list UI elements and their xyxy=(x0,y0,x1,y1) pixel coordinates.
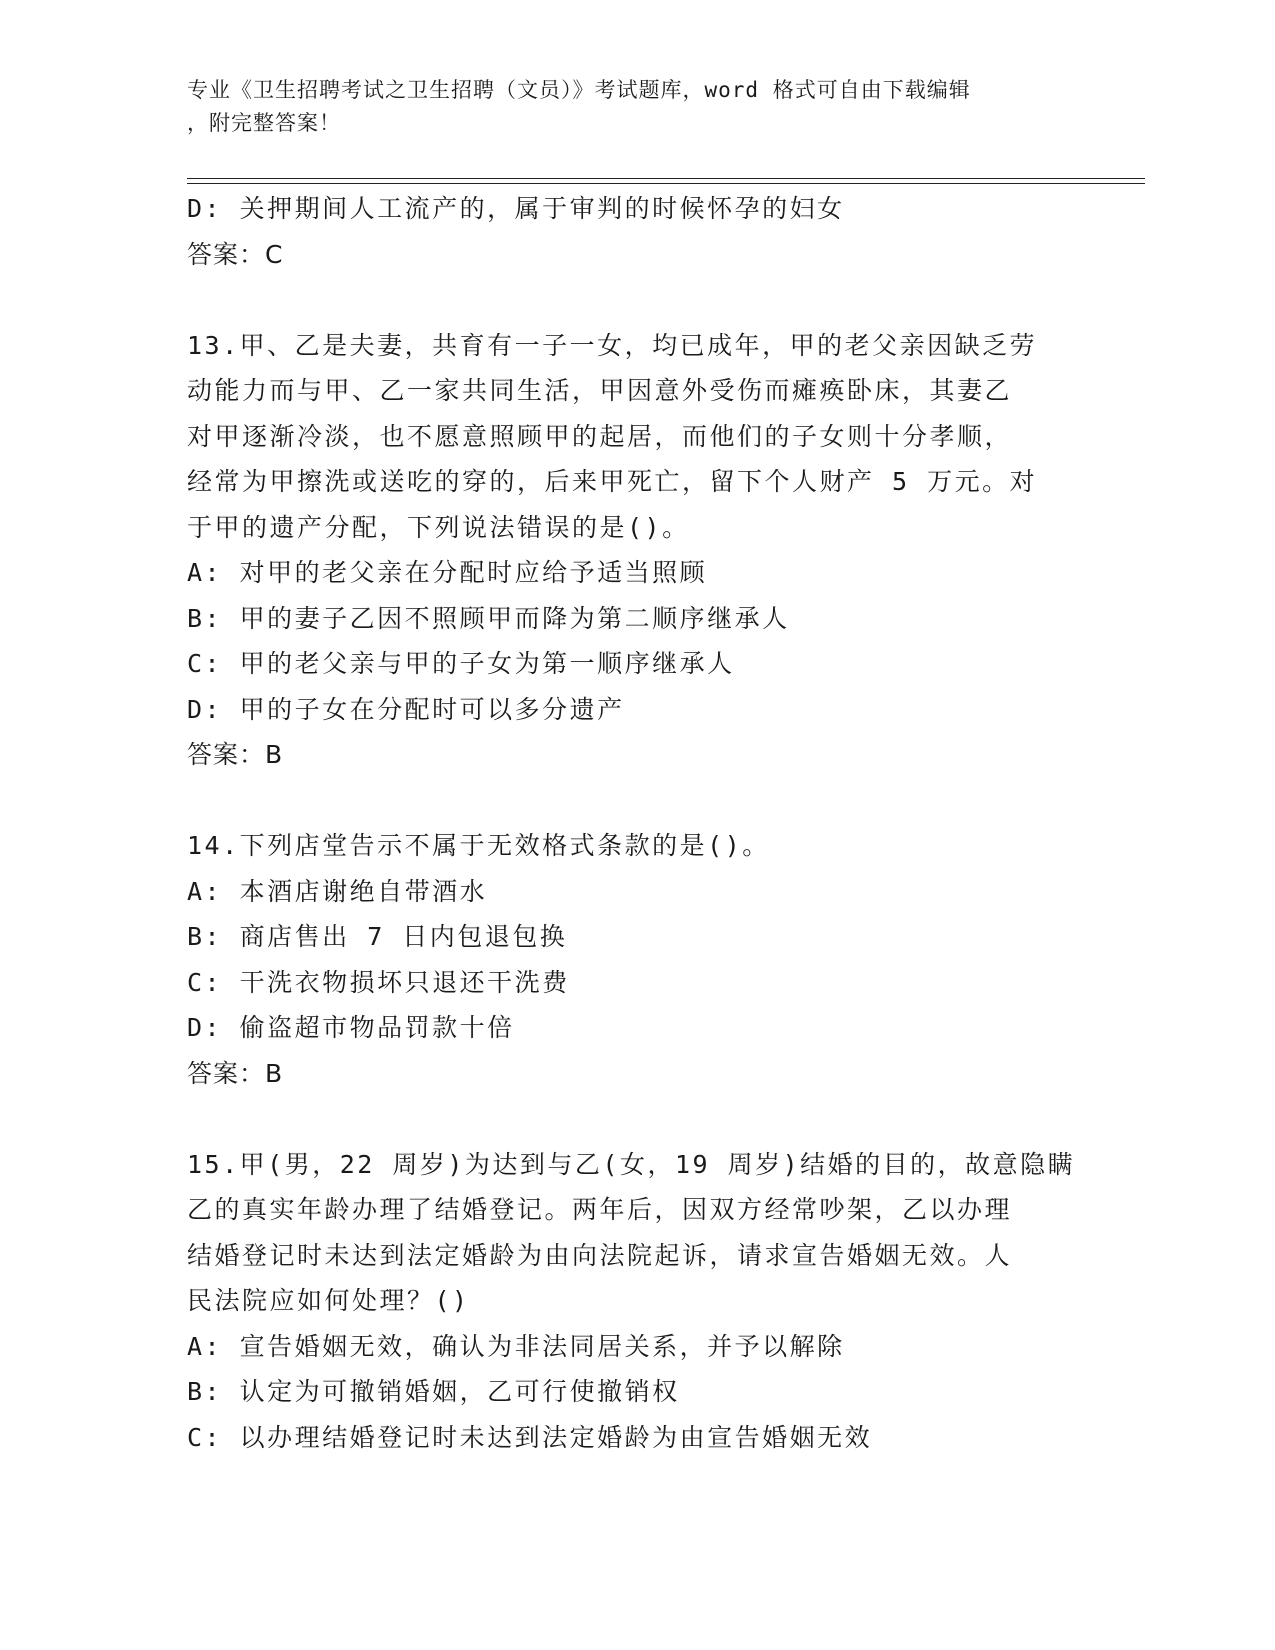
question-stem-line: 结婚登记时未达到法定婚龄为由向法院起诉，请求宣告婚姻无效。人 xyxy=(187,1240,1013,1270)
answer-label: 答案：B xyxy=(187,1058,284,1088)
question-stem-line: 13.甲、乙是夫妻，共育有一子一女，均已成年，甲的老父亲因缺乏劳 xyxy=(187,330,1038,360)
question-12-tail xyxy=(187,186,1087,277)
question-stem-line: 动能力而与甲、乙一家共同生活，甲因意外受伤而瘫痪卧床，其妻乙 xyxy=(187,376,1013,405)
option-d: D: 偷盗超市物品罚款十倍 xyxy=(187,1013,515,1042)
question-stem-line: 乙的真实年龄办理了结婚登记。两年后，因双方经常吵架，乙以办理 xyxy=(187,1195,1013,1224)
option-b: B: 商店售出 7 日内包退包换 xyxy=(187,922,568,951)
option-b: B: 认定为可撤销婚姻，乙可行使撤销权 xyxy=(187,1377,680,1406)
question-stem-line: 对甲逐渐冷淡，也不愿意照顾甲的起居，而他们的子女则十分孝顺， xyxy=(187,421,1013,451)
question-stem-line: 15.甲(男，22 周岁)为达到与乙(女，19 周岁)结婚的目的，故意隐瞒 xyxy=(187,1149,1076,1179)
spacer xyxy=(187,1096,1087,1142)
question-stem-line: 于甲的遗产分配，下列说法错误的是()。 xyxy=(187,512,690,542)
header-line-1: 专业《卫生招聘考试之卫生招聘（文员）》考试题库，word 格式可自由下载编辑 xyxy=(187,78,971,102)
answer-label: 答案：C xyxy=(187,239,284,269)
option-c: C: 以办理结婚登记时未达到法定婚龄为由宣告婚姻无效 xyxy=(187,1422,873,1452)
document-body xyxy=(187,186,1087,1460)
spacer xyxy=(187,277,1087,323)
question-stem-line: 民法院应如何处理？() xyxy=(187,1286,470,1315)
question-14 xyxy=(187,823,1087,1096)
header-divider-top xyxy=(187,178,1145,179)
spacer xyxy=(187,778,1087,824)
header-divider-bottom xyxy=(187,183,1145,184)
option-d: D: 甲的子女在分配时可以多分遗产 xyxy=(187,694,625,724)
option-c: C: 干洗衣物损坏只退还干洗费 xyxy=(187,967,570,997)
question-stem-line: 14.下列店堂告示不属于无效格式条款的是()。 xyxy=(187,831,770,860)
header-line-2: ，附完整答案！ xyxy=(187,111,341,135)
question-13 xyxy=(187,323,1087,778)
option-d: D: 关押期间人工流产的，属于审判的时候怀孕的妇女 xyxy=(187,194,845,223)
question-stem-line: 经常为甲擦洗或送吃的穿的，后来甲死亡，留下个人财产 5 万元。对 xyxy=(187,467,1038,496)
answer-label: 答案：B xyxy=(187,740,284,769)
option-b: B: 甲的妻子乙因不照顾甲而降为第二顺序继承人 xyxy=(187,603,790,633)
question-15 xyxy=(187,1142,1087,1461)
option-a: A: 宣告婚姻无效，确认为非法同居关系，并予以解除 xyxy=(187,1331,845,1361)
option-c: C: 甲的老父亲与甲的子女为第一顺序继承人 xyxy=(187,649,735,678)
option-a: A: 对甲的老父亲在分配时应给予适当照顾 xyxy=(187,558,708,587)
document-header xyxy=(187,74,1087,140)
option-a: A: 本酒店谢绝自带酒水 xyxy=(187,876,488,906)
